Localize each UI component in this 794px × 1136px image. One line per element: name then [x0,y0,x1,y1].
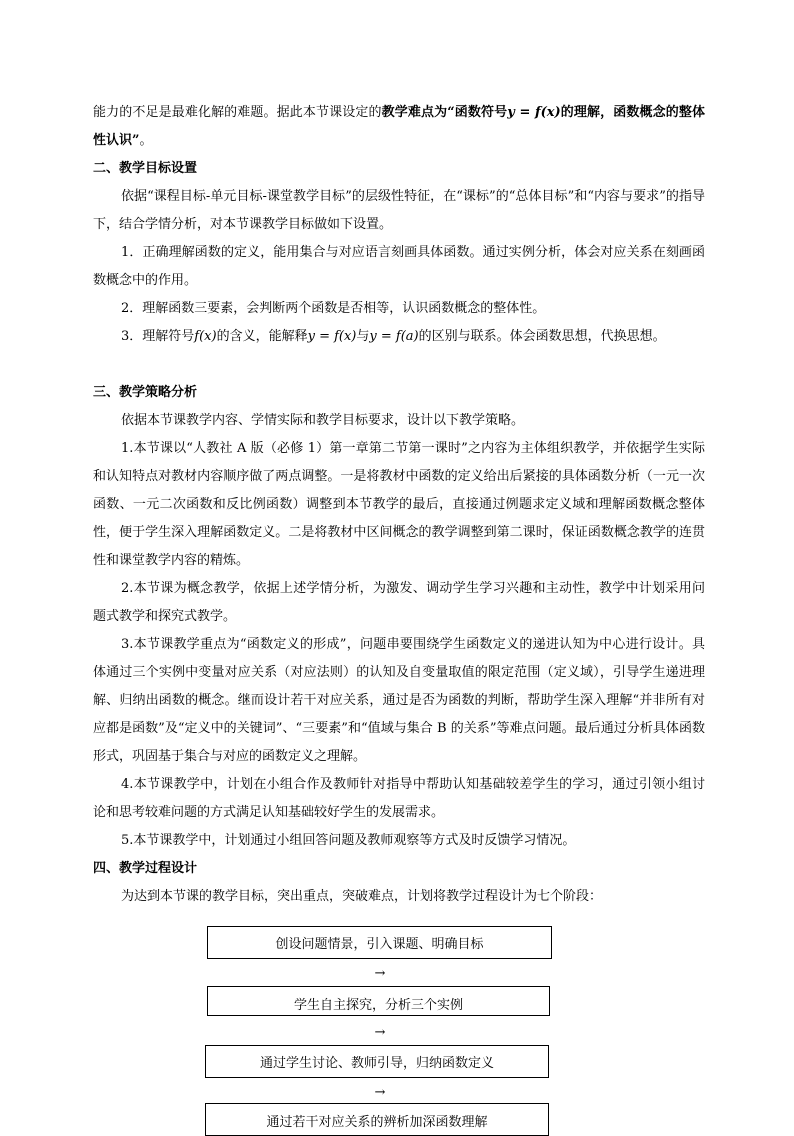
goal-3 [93,323,705,351]
flow-step-2: 学生自主探究，分析三个实例 [207,986,550,1016]
process-intro: 为达到本节课的教学目标，突出重点，突破难点，计划将教学过程设计为七个阶段： [121,889,603,904]
goal-3-text-d: 的区别与联系。体会函数思想，代换思想。 [418,329,666,344]
goals-intro: 依据“课程目标-单元目标-课堂教学目标”的层级性特征，在“课标”的“总体目标”和“内容与要求”的指导下，结合学情分析，对本节课教学目标做如下设置。 [93,189,705,232]
math-y-fa: y = f(a) [369,329,419,344]
intro-text: 能力的不足是最难化解的难题。据此本节课设定的 [93,105,382,120]
flow-step-3: 通过学生讨论、教师引导，归纳函数定义 [205,1045,549,1078]
strategy-1: 1.本节课以“人教社 A 版（必修 1）第一章第二节第一课时”之内容为主体组织教学，并依据学生实际和认知特点对教材内容顺序做了两点调整。一是将教材中函数的定义给出后紧接的具体函数分析（一元一次函数、一元二次函数和反比例函数）调整到本节教学的最后，直接通过例题求定义域和理解函数概念整体性，便于学生深入理解函数定义。二是将教材中区间概念的教学调整到第二课时，保证函数概念教学的连贯性和课堂教学内容的精炼。 [93,441,705,568]
function-symbol: y = f(x) [507,105,561,120]
strategy-2: 2.本节课为概念教学，依据上述学情分析，为激发、调动学生学习兴趣和主动性，教学中计划采用问题式教学和探究式教学。 [93,581,705,624]
goal-1: 1．正确理解函数的定义，能用集合与对应语言刻画具体函数。通过实例分析，体会对应关系在刻画函数概念中的作用。 [93,245,705,288]
math-y-fx: y = f(x) [307,329,357,344]
flow-step-1: 创设问题情景，引入课题、明确目标 [207,926,552,959]
strategy-4: 4.本节课教学中，计划在小组合作及教师针对指导中帮助认知基础较差学生的学习，通过引领小组讨论和思考较难问题的方式满足认知基础较好学生的发展需求。 [93,777,705,820]
section-heading-goals: 二、教学目标设置 [93,161,198,176]
section-heading-process: 四、教学过程设计 [93,861,198,876]
flow-arrow-2: → [374,1025,386,1040]
intro-paragraph [93,99,705,155]
flow-arrow-3: → [374,1085,386,1100]
goal-3-text-b: 的含义，能解释 [216,329,308,344]
difficulty-text: 教学难点为“函数符号 [381,105,508,120]
strategy-intro: 依据本节课教学内容、学情实际和教学目标要求，设计以下教学策略。 [121,413,525,428]
goal-3-text-a: 3．理解符号 [121,329,195,344]
goal-2: 2．理解函数三要素，会判断两个函数是否相等，认识函数概念的整体性。 [121,301,546,316]
strategy-3: 3.本节课教学重点为“函数定义的形成”，问题串要围绕学生函数定义的递进认知为中心进行设计。具体通过三个实例中变量对应关系（对应法则）的认知及自变量取值的限定范围（定义域），引导学生递进理解、归纳出函数的概念。继而设计若干对应关系，通过是否为函数的判断，帮助学生深入理解“并非所有对应都是函数”及“定义中的关键词”、“三要素”和“值域与集合 B 的关系”等难点问题。最后通过分析具体函数形式，巩固基于集合与对应的函数定义之理解。 [93,637,705,764]
goal-3-text-c: 与 [356,329,370,344]
intro-end: 。 [139,133,153,148]
math-fx: f(x) [194,329,217,344]
flow-step-4: 通过若干对应关系的辨析加深函数理解 [205,1103,549,1136]
flow-arrow-1: → [374,966,386,981]
strategy-5: 5.本节课教学中，计划通过小组回答问题及教师观察等方式及时反馈学习情况。 [121,833,576,848]
section-heading-strategy: 三、教学策略分析 [93,385,198,400]
difficulty-text-2: 的理解，函数概念的整体性认识” [93,105,705,148]
